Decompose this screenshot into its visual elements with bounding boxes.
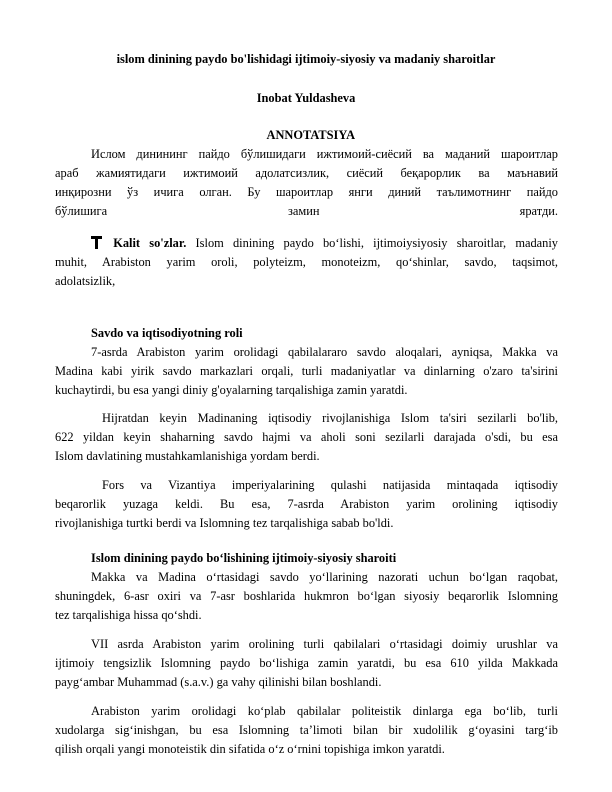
paragraph-line: VII asrda Arabiston yarim orolining turli qabilalari o‘rtasidagi doimiy urushlar va <box>91 637 558 651</box>
paragraph-line: Fors va Vizantiya imperiyalarining qulashi natijasida mintaqada iqtisodiy <box>102 478 558 492</box>
paragraph-line: rivojlanishiga turtki berdi va Islomning tez tarqalishiga sabab bo'ldi. <box>55 516 394 530</box>
document-title: islom dinining paydo bo'lishidagi ijtimoiy-siyosiy va madaniy sharoitlar <box>116 52 496 66</box>
section-heading: Islom dinining paydo bo‘lishining ijtimoiy-siyosiy sharoiti <box>91 551 397 565</box>
annotation-heading <box>0 128 612 143</box>
paragraph-line: tez tarqalishiga hissa qo‘shdi. <box>55 608 202 622</box>
keywords-line: adolatsizlik, <box>55 274 116 288</box>
annotation-word: яратди. <box>519 204 558 218</box>
annotation-line: Ислом динининг пайдо бўлишидаги ижтимоий-сиёсий ва маданий шароитлар <box>91 147 558 161</box>
pushpin-icon <box>91 236 102 253</box>
paragraph-line: qilish orqali yangi monoteistik din sifatida o‘z o‘rnini topishiga imkon yaratdi. <box>55 742 445 756</box>
paragraph-line: Madina kabi yirik savdo markazlari orqali, turli madaniyatlar va dinlarning o'zaro ta'sirini <box>55 364 558 378</box>
paragraph-line: 7-asrda Arabiston yarim orolidagi qabilalararo savdo aloqalari, ayniqsa, Makka va <box>91 345 558 359</box>
paragraph-line: payg‘ambar Muhammad (s.a.v.) ga vahy qilinishi bilan boshlandi. <box>55 675 382 689</box>
keywords-line: muhit, Arabiston yarim oroli, polyteizm, monoteizm, qo‘shinlar, savdo, taqsimot, <box>55 255 558 269</box>
section-heading: Savdo va iqtisodiyotning roli <box>91 326 243 340</box>
bullet-marker <box>257 128 267 142</box>
annotation-line: инқирозни ўз ичига олган. Бу шароитлар янги диний таълимотнинг пайдо <box>55 185 558 199</box>
paragraph-line: Hijratdan keyin Madinaning iqtisodiy rivojlanishiga Islom ta'siri sezilarli bo'lib, <box>102 411 558 425</box>
paragraph-line: Arabiston yarim orolidagi ko‘plab qabilalar politeistik dinlarga ega bo‘lib, turli <box>91 704 558 718</box>
paragraph-line: shuningdek, 6-asr oxiri va 7-asr boshlarida hukmron bo‘lgan siyosiy beqarorlik Islomning <box>55 589 558 603</box>
annotation-line <box>55 204 558 219</box>
author-name: Inobat Yuldasheva <box>256 91 356 105</box>
keywords-text: Islom dinining paydo bo‘lishi, ijtimoiysiyosiy sharoitlar, madaniy <box>195 236 558 250</box>
keywords-line <box>91 236 558 253</box>
paragraph-line: ijtimoiy tengsizlik Islomning paydo bo‘lishiga zamin yaratdi, bu esa 610 yilda Makkada <box>55 656 558 670</box>
keywords-label: Kalit so'zlar. <box>113 236 187 250</box>
annotation-heading-text: ANNOTATSIYA <box>261 128 351 142</box>
paragraph-line: 622 yildan keyin shaharning savdo hajmi va aholi soni sezilarli darajada o'sdi, bu esa <box>55 430 558 444</box>
annotation-line: араб жамиятидаги ижтимоий адолатсизлик, сиёсий беқарорлик ва маънавий <box>55 166 558 180</box>
annotation-word: бўлишига <box>55 204 108 218</box>
paragraph-line: xudolarga sig‘inishgan, bu esa Islomning ta’limoti bilan bir xudolilik g‘oyasini targ‘ib <box>55 723 558 737</box>
paragraph-line: kuchaytirdi, bu esa yangi diniy g'oyalarning tarqalishiga zamin yaratdi. <box>55 383 408 397</box>
paragraph-line: Islom davlatining mustahkamlanishiga yordam berdi. <box>55 449 320 463</box>
annotation-word: замин <box>288 204 320 218</box>
paragraph-line: beqarorlik yuzaga keldi. Bu esa, 7-asrda Arabiston yarim orolining iqtisodiy <box>55 497 558 511</box>
paragraph-line: Makka va Madina o‘rtasidagi savdo yo‘llarining nazorati uchun bo‘lgan raqobat, <box>91 570 558 584</box>
